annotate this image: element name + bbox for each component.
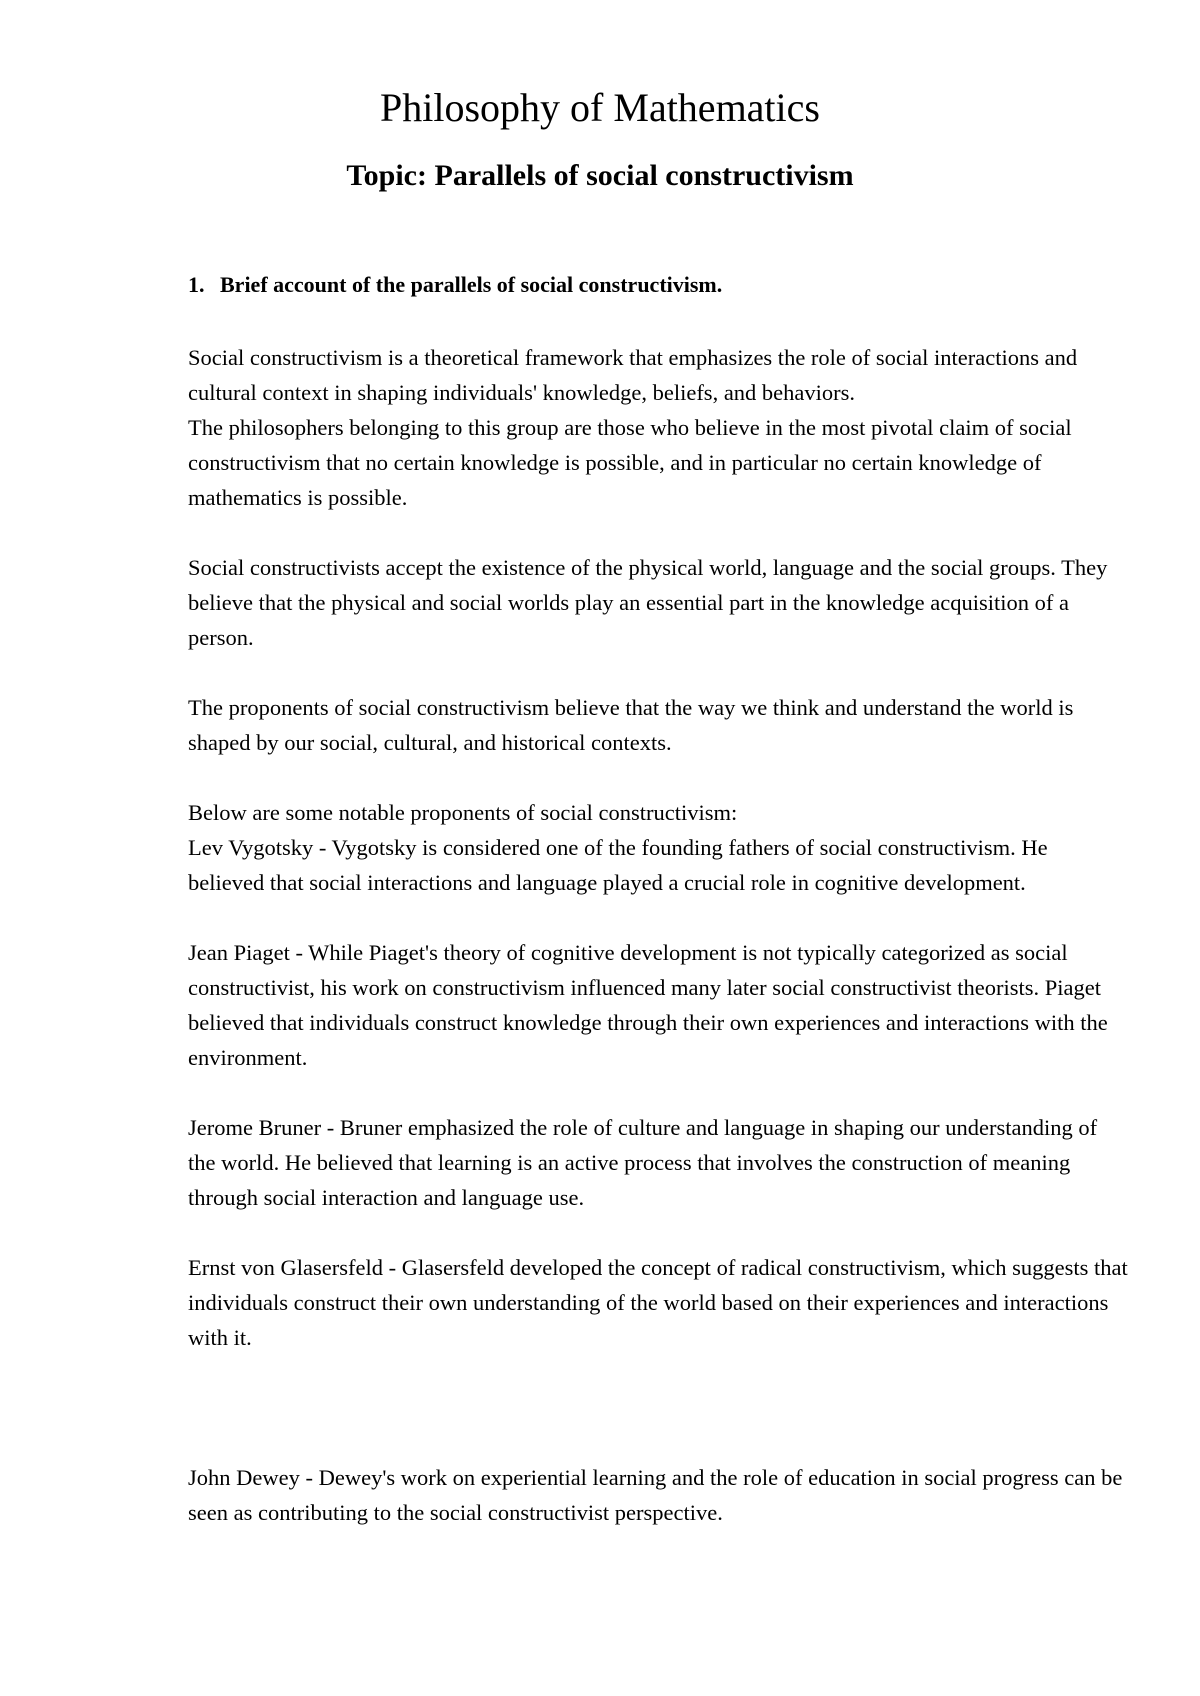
paragraph-piaget: Jean Piaget - While Piaget's theory of cognitive development is not typically categorized as social constructivist, his work on constructivism influenced many later social constructivist theorists. Piaget believed that individuals construct knowledge through their own experiences and interactions with the environment.: [188, 940, 1108, 1070]
section-heading-text: Brief account of the parallels of social constructivism.: [220, 272, 723, 297]
paragraph-bruner: Jerome Bruner - Bruner emphasized the role of culture and language in shaping our understanding of the world. He believed that learning is an active process that involves the construction of meaning through social interaction and language use.: [188, 1115, 1098, 1210]
document-title: Philosophy of Mathematics: [380, 85, 820, 130]
paragraph-list-intro: Below are some notable proponents of social constructivism:: [188, 800, 738, 825]
section-heading: [188, 270, 722, 300]
paragraph-proponents: The proponents of social constructivism believe that the way we think and understand the world is shaped by our social, cultural, and historical contexts.: [188, 695, 1074, 755]
paragraph-philosophers: The philosophers belonging to this group are those who believe in the most pivotal claim of social constructivism that no certain knowledge is possible, and in particular no certain knowledge of mathematics is possible.: [188, 415, 1072, 510]
document-body: [188, 340, 1128, 1530]
paragraph-glasersfeld: Ernst von Glasersfeld - Glasersfeld developed the concept of radical constructivism, which suggests that individuals construct their own understanding of the world based on their experiences and interactions with it.: [188, 1255, 1128, 1350]
paragraph-vygotsky: Lev Vygotsky - Vygotsky is considered one of the founding fathers of social constructivism. He believed that social interactions and language played a crucial role in cognitive development.: [188, 835, 1048, 895]
section-number: 1.: [188, 272, 205, 297]
paragraph-definition: Social constructivism is a theoretical framework that emphasizes the role of social interactions and cultural context in shaping individuals' knowledge, beliefs, and behaviors.: [188, 345, 1078, 405]
paragraph-physical-world: Social constructivists accept the existence of the physical world, language and the social groups. They believe that the physical and social worlds play an essential part in the knowledge acquisition of a person.: [188, 555, 1108, 650]
document-subtitle: Topic: Parallels of social constructivism: [346, 159, 854, 192]
paragraph-dewey: John Dewey - Dewey's work on experiential learning and the role of education in social progress can be seen as contributing to the social constructivist perspective.: [188, 1465, 1123, 1525]
